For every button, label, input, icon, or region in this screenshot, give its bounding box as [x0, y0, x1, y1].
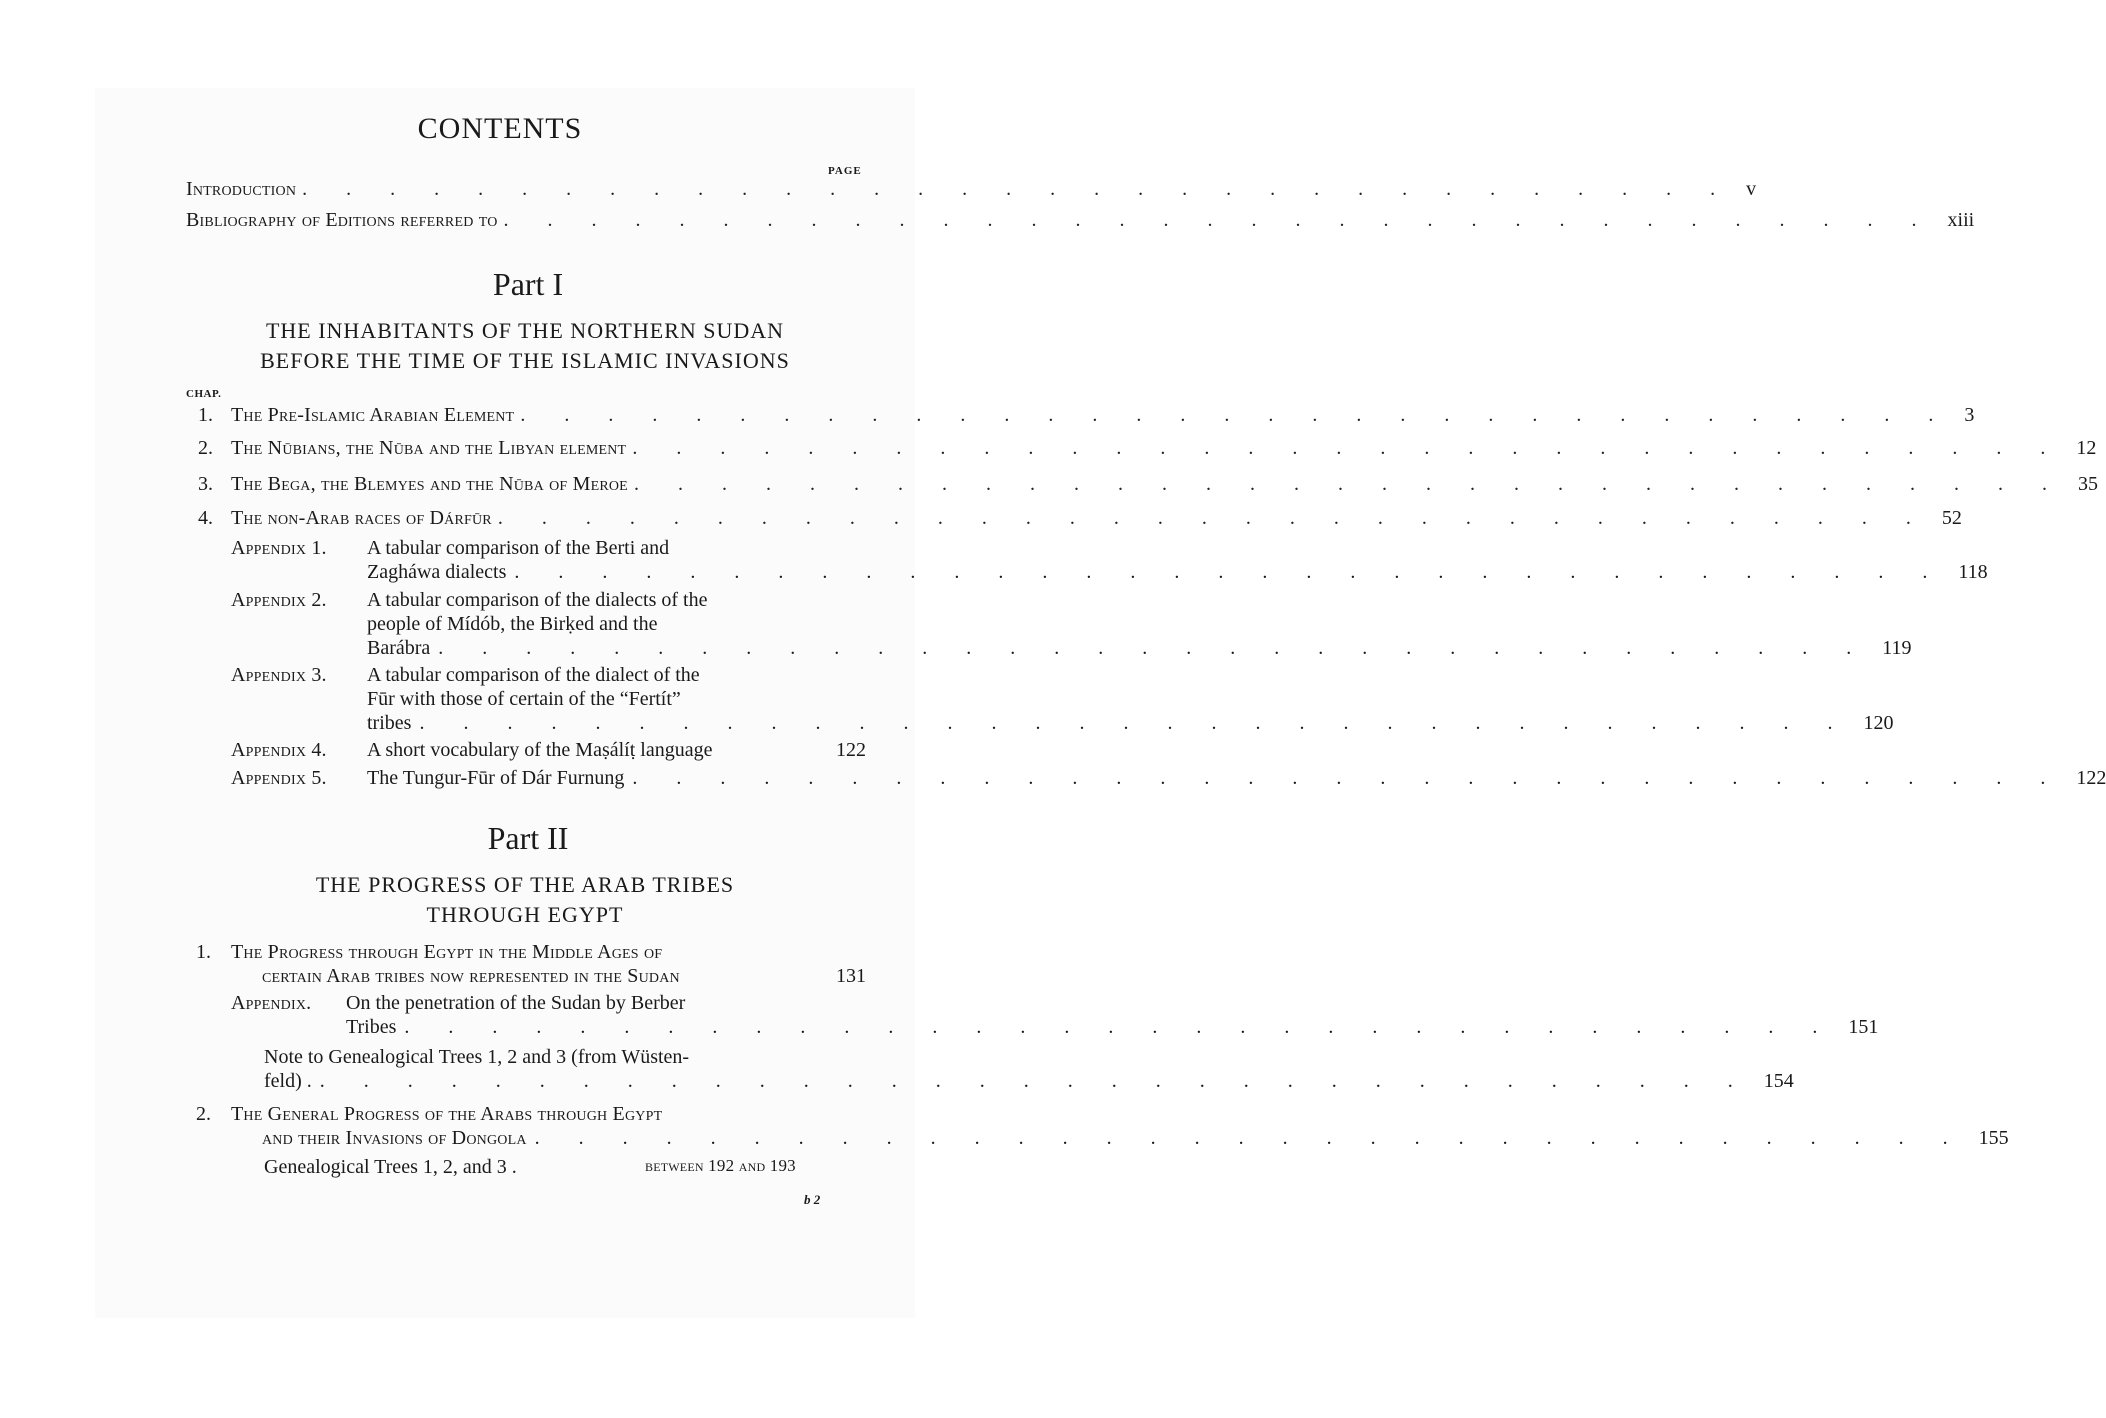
appendix-1-line[interactable]: A tabular comparison of the Berti and	[367, 537, 670, 559]
appendix-4-label: Appendix 4.	[231, 739, 327, 761]
appendix-2-line[interactable]: A tabular comparison of the dialects of the	[367, 589, 708, 611]
toc-line-label: Bibliography of Editions referred to	[186, 209, 498, 231]
appendix-label: Appendix.	[231, 992, 312, 1014]
leader-dots: . . . . . . . . . . . . . . . . . . . . . . . . . . . . . . . . .	[633, 473, 2064, 495]
chapter-number: 1.	[196, 941, 211, 963]
part-subtitle-line: BEFORE THE TIME OF THE ISLAMIC INVASIONS	[260, 348, 790, 373]
appendix-3-label: Appendix 3.	[231, 664, 327, 686]
appendix-line-text: Barábra	[367, 637, 431, 659]
appendix-line[interactable]: On the penetration of the Sudan by Berber	[346, 992, 686, 1014]
toc-chapter-1[interactable]	[198, 404, 1975, 432]
leader-dots: . . . . . . . . . . . . . . . . . . . . . . . . . . . . . . . . .	[503, 209, 1934, 231]
leader-dots: . . . . . . . . . . . . . . . . . . . . . . . . . . . . . . . . .	[497, 507, 1928, 529]
appendix-line-text: Zagháwa dialects	[367, 561, 507, 583]
chap-label: CHAP.	[186, 388, 222, 400]
appendix-1-last-line[interactable]	[367, 561, 1988, 584]
appendix-4-line[interactable]	[367, 739, 866, 762]
chapter-title-last-line[interactable]	[262, 965, 866, 988]
toc-page-number: 12	[2076, 437, 2097, 459]
appendix-3-last-line[interactable]	[367, 712, 1894, 735]
appendix-3-line[interactable]: Fūr with those of certain of the “Fertít”	[367, 688, 681, 710]
leader-dots: . . . . . . . . . . . . . . . . . . . . . . . . . . . . . . . . .	[534, 1127, 1965, 1149]
appendix-1-label: Appendix 1.	[231, 537, 327, 559]
leader-dots: . . . . . . . . . . . . . . . . . . . . . . . . . . . . . . . . .	[632, 767, 2063, 789]
leader-dots: . . . . . . . . . . . . . . . . . . . . . . . . . . . . . . . . .	[438, 637, 1869, 659]
appendix-5-line[interactable]	[367, 767, 2106, 790]
toc-page-number: 52	[1941, 507, 1962, 529]
toc-page-number: 122	[2076, 767, 2106, 789]
part-heading: Part II	[487, 820, 569, 856]
toc-page-number: xiii	[1947, 209, 1975, 231]
note-last-line[interactable]	[264, 1070, 1794, 1093]
appendix-last-line[interactable]	[346, 1016, 1879, 1039]
toc-page-number: 122	[836, 739, 866, 761]
chapter-title-line[interactable]: The Progress through Egypt in the Middle Ages of	[231, 941, 663, 963]
toc-page-number: 118	[1958, 561, 1988, 583]
leader-dots: . . . . . . . . . . . . . . . . . . . . . . . . . . . . . . . . .	[419, 712, 1850, 734]
part-subtitle-line: THE PROGRESS OF THE ARAB TRIBES	[315, 872, 735, 897]
toc-line-introduction[interactable]	[186, 178, 1757, 206]
chapter-number: 4.	[198, 507, 213, 529]
appendix-2-line[interactable]: people of Mídób, the Birḳed and the	[367, 613, 658, 635]
chapter-number: 1.	[198, 404, 213, 426]
chapter-number: 3.	[198, 473, 213, 495]
toc-page-number: 131	[836, 965, 866, 987]
appendix-line-text: tribes	[367, 712, 412, 734]
toc-page-number: 154	[1763, 1070, 1794, 1092]
toc-chapter-4[interactable]	[198, 507, 1962, 535]
page-column-label: PAGE	[828, 165, 862, 177]
leader-dots: . . . . . . . . . . . . . . . . . . . . . . . . . . . . . . . . .	[319, 1070, 1750, 1092]
part-subtitle-line: THE INHABITANTS OF THE NORTHERN SUDAN	[265, 318, 785, 343]
toc-line-bibliography[interactable]	[186, 209, 1975, 237]
toc-page-number: 151	[1848, 1016, 1879, 1038]
appendix-3-line[interactable]: A tabular comparison of the dialect of the	[367, 664, 700, 686]
leader-dots: . . . . . . . . . . . . . . . . . . . . . . . . . . . . . . . . .	[632, 437, 2063, 459]
toc-page-number: v	[1746, 178, 1757, 200]
leader-dots: . . . . . . . . . . . . . . . . . . . . . . . . . . . . . . . . .	[520, 404, 1951, 426]
chapter-title-text: certain Arab tribes now represented in the Sudan	[262, 965, 680, 987]
chapter-title: The Bega, the Blemyes and the Nūba of Meroe	[231, 473, 628, 495]
chapter-title-line[interactable]: The General Progress of the Arabs through Egypt	[231, 1103, 663, 1125]
note-line[interactable]: Note to Genealogical Trees 1, 2 and 3 (from Wüsten-	[264, 1046, 690, 1068]
chapter-number: 2.	[196, 1103, 211, 1125]
part-subtitle-line: THROUGH EGYPT	[426, 902, 624, 927]
appendix-5-label: Appendix 5.	[231, 767, 327, 789]
toc-page-number: 120	[1863, 712, 1894, 734]
chapter-title-text: and their Invasions of Dongola	[262, 1127, 527, 1149]
appendix-line-text: A short vocabulary of the Maṣálíṭ language	[367, 739, 713, 761]
toc-page-number: 119	[1882, 637, 1912, 659]
note-line-text: feld) .	[264, 1070, 312, 1092]
toc-page-number: 155	[1978, 1127, 2009, 1149]
toc-line-label: Introduction	[186, 178, 297, 200]
chapter-title: The Pre-Islamic Arabian Element	[231, 404, 515, 426]
chapter-title: The non-Arab races of Dárfūr	[231, 507, 492, 529]
toc-page-number: 35	[2077, 473, 2098, 495]
signature-mark: b 2	[804, 1192, 821, 1207]
genealogical-trees-line[interactable]: Genealogical Trees 1, 2, and 3 .	[264, 1156, 517, 1178]
part-heading: Part I	[492, 266, 564, 302]
appendix-line-text: Tribes	[346, 1016, 397, 1038]
leader-dots: . . . . . . . . . . . . . . . . . . . . . . . . . . . . . . . . .	[514, 561, 1945, 583]
toc-page-number: 3	[1964, 404, 1975, 426]
genealogical-trees-page: between 192 and 193	[645, 1156, 796, 1175]
appendix-2-last-line[interactable]	[367, 637, 1912, 660]
toc-chapter-2[interactable]	[198, 437, 2097, 465]
appendix-line-text: The Tungur-Fūr of Dár Furnung	[367, 767, 625, 789]
page-title: CONTENTS	[417, 112, 583, 145]
chapter-title-last-line[interactable]	[262, 1127, 2009, 1150]
chapter-title: The Nūbians, the Nūba and the Libyan element	[231, 437, 627, 459]
leader-dots: . . . . . . . . . . . . . . . . . . . . . . . . . . . . . . . . .	[404, 1016, 1835, 1038]
appendix-2-label: Appendix 2.	[231, 589, 327, 611]
chapter-number: 2.	[198, 437, 213, 459]
leader-dots: . . . . . . . . . . . . . . . . . . . . . . . . . . . . . . . . .	[302, 178, 1733, 200]
toc-chapter-3[interactable]	[198, 473, 2098, 501]
